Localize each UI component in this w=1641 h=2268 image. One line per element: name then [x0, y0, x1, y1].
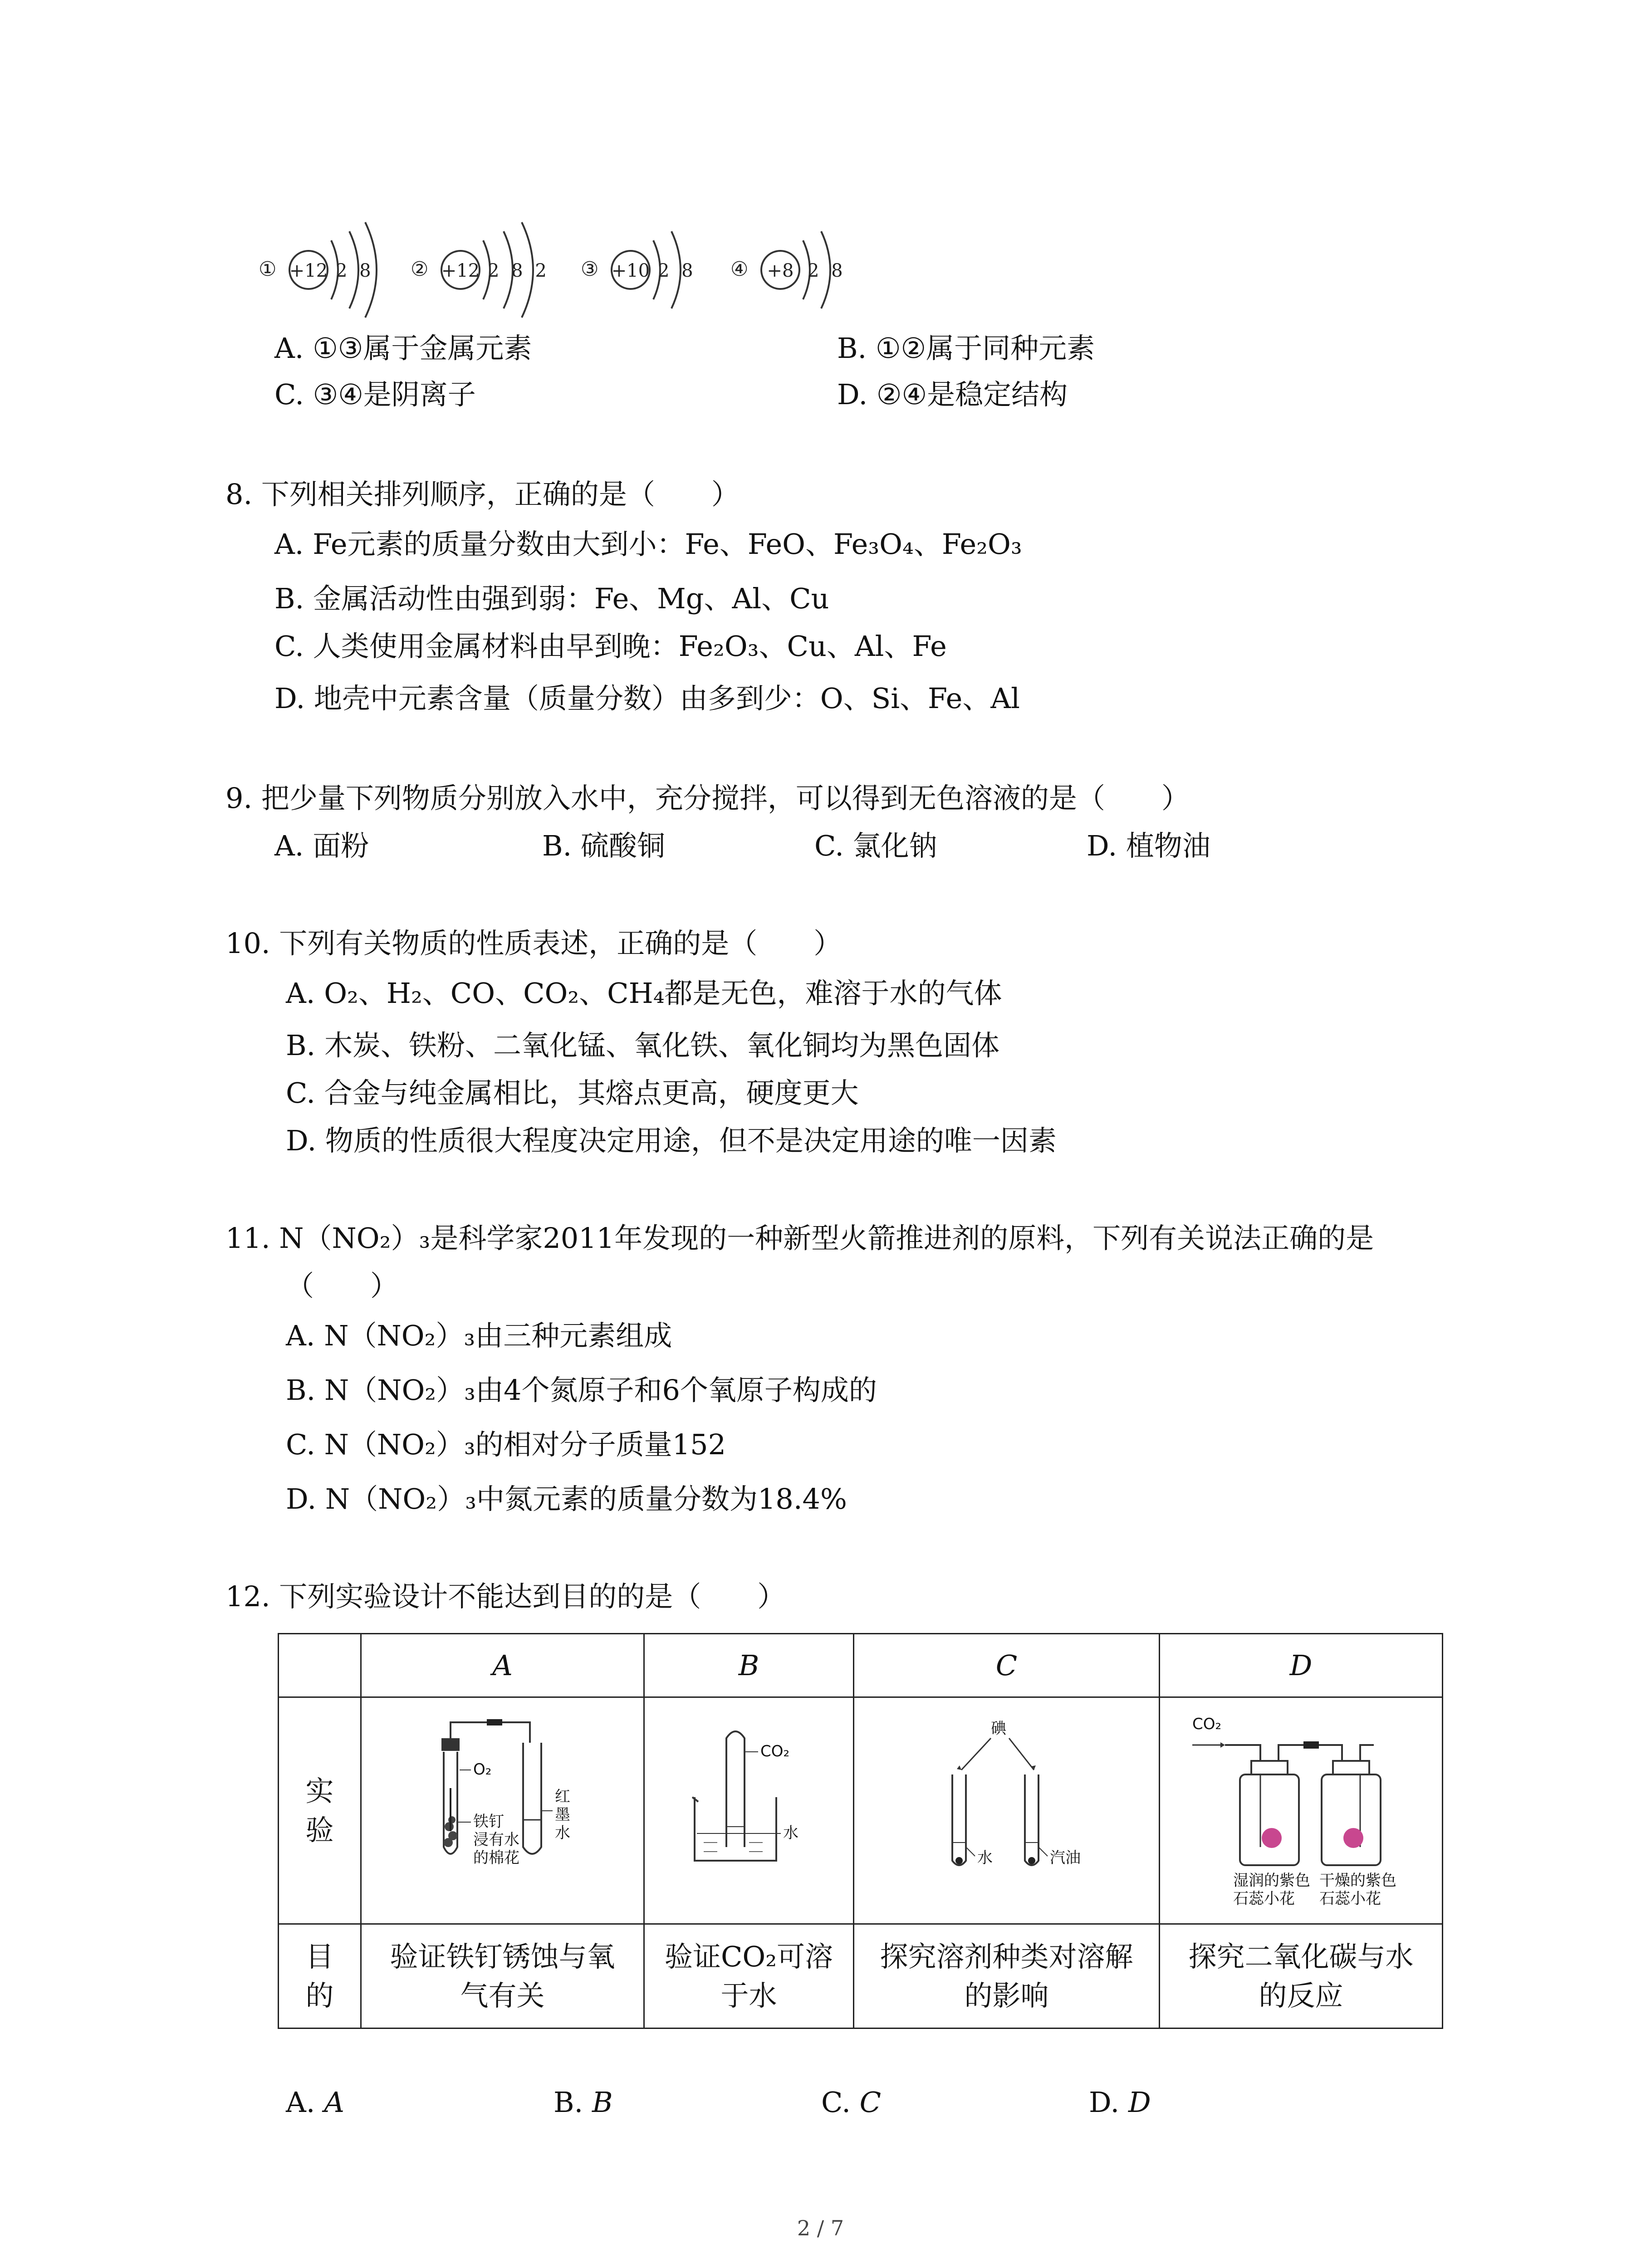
q10-option-b: B. 木炭、铁粉、二氧化锰、氧化铁、氧化铜均为黑色固体	[286, 1029, 999, 1062]
figure-a-rusting-apparatus	[407, 1711, 598, 1911]
figure-a-nail-label-1: 铁钉	[473, 1812, 504, 1831]
atom-diagram-4	[730, 213, 867, 333]
option-letter: D.	[1089, 2086, 1120, 2119]
figure-a-nail-label-3: 的棉花	[473, 1848, 519, 1867]
atom-number: ①	[259, 258, 277, 281]
purpose-b-line-2: 于水	[720, 1979, 777, 2012]
figure-c-gasoline-label: 汽油	[1049, 1848, 1081, 1867]
atom-shells: 2 8	[658, 260, 693, 281]
option-letter: A.	[286, 2086, 315, 2119]
q9-option-a: A. 面粉	[274, 829, 369, 862]
atom-nucleus: +12	[441, 260, 480, 281]
q11-option-a: A. N（NO₂）₃由三种元素组成	[286, 1319, 672, 1352]
row-label-purpose	[279, 1924, 361, 2028]
q8-stem: 8. 下列相关排列顺序，正确的是（ ）	[225, 478, 740, 511]
purpose-c-line-2: 的影响	[964, 1979, 1049, 2012]
option-value: B	[592, 2086, 613, 2119]
figure-a-ink-label-3: 水	[554, 1823, 570, 1842]
q10-option-d: D. 物质的性质很大程度决定用途，但不是决定用途的唯一因素	[286, 1124, 1057, 1157]
atom-number: ④	[730, 258, 749, 281]
q12-option-d	[1089, 2084, 1151, 2121]
q9-option-b: B. 硫酸铜	[542, 829, 665, 862]
figure-c-iodine-label: 碘	[990, 1719, 1006, 1738]
q9-option-d: D. 植物油	[1087, 829, 1210, 862]
atom-shells: 2 8	[808, 260, 843, 281]
atom-number: ②	[411, 258, 429, 281]
q8-option-b: B. 金属活动性由强到弱：Fe、Mg、Al、Cu	[274, 582, 829, 615]
q11-stem-continued: （ ）	[286, 1269, 399, 1302]
figure-a-ink-label-1: 红	[554, 1787, 570, 1806]
figure-d-dry-label-1: 干燥的紫色	[1319, 1871, 1396, 1890]
option-letter: B.	[554, 2086, 583, 2119]
atom-number: ③	[581, 258, 599, 281]
table-experiment-row	[279, 1697, 1443, 1924]
option-value: A	[324, 2086, 344, 2119]
q11-option-b: B. N（NO₂）₃由4个氮原子和6个氧原子构成的	[286, 1374, 877, 1407]
q9-stem: 9. 把少量下列物质分别放入水中，充分搅拌，可以得到无色溶液的是（ ）	[225, 782, 1190, 815]
purpose-c-line-1: 探究溶剂种类对溶解	[880, 1940, 1133, 1973]
purpose-a	[361, 1924, 644, 2028]
q7-option-c: C. ③④是阴离子	[274, 378, 476, 411]
purpose-d-line-1: 探究二氧化碳与水	[1188, 1940, 1414, 1973]
q8-option-c: C. 人类使用金属材料由早到晚：Fe₂O₃、Cu、Al、Fe	[274, 630, 947, 663]
row-label-experiment	[279, 1697, 361, 1924]
q7-option-b: B. ①②属于同种元素	[837, 332, 1095, 365]
figure-b-co2-label: CO₂	[760, 1742, 789, 1760]
purpose-b	[644, 1924, 854, 2028]
figure-d-co2-label: CO₂	[1192, 1715, 1221, 1733]
figure-a-ink-label-2: 墨	[554, 1805, 570, 1824]
figure-d-cell	[1160, 1697, 1443, 1924]
q9-option-c: C. 氯化钠	[814, 829, 937, 862]
purpose-b-line-1: 验证CO₂可溶	[664, 1940, 833, 1973]
figure-b-co2-tube	[672, 1711, 826, 1911]
q12-option-c	[821, 2084, 881, 2121]
q12-option-a	[286, 2084, 344, 2121]
figure-c-cell	[854, 1697, 1160, 1924]
atom-shells: 2 8 2	[488, 260, 547, 281]
page-number: 2 / 7	[797, 2216, 844, 2240]
q11-option-d: D. N（NO₂）₃中氮元素的质量分数为18.4%	[286, 1482, 847, 1515]
atom-diagram-2	[411, 213, 560, 333]
table-header-row	[279, 1634, 1443, 1697]
purpose-a-line-1: 验证铁钉锈蚀与氧	[390, 1940, 615, 1973]
atom-shells: 2 8	[336, 260, 371, 281]
atom-nucleus: +12	[289, 260, 328, 281]
figure-c-water-label: 水	[977, 1848, 993, 1867]
atom-diagram-3	[581, 213, 717, 333]
header-b: B	[644, 1634, 854, 1697]
figure-d-litmus-bottles	[1183, 1711, 1419, 1911]
q10-stem: 10. 下列有关物质的性质表述，正确的是（ ）	[225, 927, 842, 960]
row-label-line-2: 的	[305, 1979, 334, 2012]
purpose-d	[1160, 1924, 1443, 2028]
figure-d-wet-label-1: 湿润的紫色	[1233, 1871, 1310, 1890]
atom-nucleus: +8	[767, 260, 794, 281]
q12-option-b	[554, 2084, 613, 2121]
header-a: A	[361, 1634, 644, 1697]
q11-stem: 11. N（NO₂）₃是科学家2011年发现的一种新型火箭推进剂的原料，下列有关说法正确的是	[225, 1222, 1374, 1255]
q11-option-c: C. N（NO₂）₃的相对分子质量152	[286, 1428, 726, 1461]
q7-option-a: A. ①③属于金属元素	[274, 332, 532, 365]
atom-diagram-1	[259, 213, 395, 333]
header-c: C	[854, 1634, 1160, 1697]
header-d: D	[1160, 1634, 1443, 1697]
figure-a-o2-label: O₂	[473, 1760, 491, 1779]
figure-d-wet-label-2: 石蕊小花	[1233, 1889, 1295, 1908]
option-value: D	[1128, 2086, 1151, 2119]
row-label-line-1: 目	[305, 1940, 334, 1973]
purpose-d-line-2: 的反应	[1259, 1979, 1343, 2012]
figure-c-iodine-tubes	[911, 1711, 1102, 1911]
q8-option-a: A. Fe元素的质量分数由大到小：Fe、FeO、Fe₃O₄、Fe₂O₃	[274, 528, 1022, 561]
purpose-a-line-2: 气有关	[460, 1979, 545, 2012]
row-label-line-2: 验	[305, 1813, 334, 1847]
figure-a-cell	[361, 1697, 644, 1924]
figure-b-cell	[644, 1697, 854, 1924]
option-value: C	[859, 2086, 882, 2119]
figure-d-dry-label-2: 石蕊小花	[1319, 1889, 1381, 1908]
q12-stem: 12. 下列实验设计不能达到目的的是（ ）	[225, 1580, 786, 1613]
figure-b-water-label: 水	[783, 1823, 798, 1842]
q10-option-c: C. 合金与纯金属相比，其熔点更高，硬度更大	[286, 1076, 859, 1110]
figure-a-nail-label-2: 浸有水	[473, 1830, 519, 1849]
row-label-line-1: 实	[305, 1774, 334, 1808]
table-purpose-row	[279, 1924, 1443, 2028]
q10-option-a: A. O₂、H₂、CO、CO₂、CH₄都是无色，难溶于水的气体	[286, 977, 1002, 1010]
q7-option-d: D. ②④是稳定结构	[837, 378, 1068, 411]
q12-experiment-table	[278, 1633, 1443, 2029]
purpose-c	[854, 1924, 1160, 2028]
atom-nucleus: +10	[611, 260, 650, 281]
option-letter: C.	[821, 2086, 851, 2119]
header-empty-cell	[279, 1634, 361, 1697]
q8-option-d: D. 地壳中元素含量（质量分数）由多到少：O、Si、Fe、Al	[274, 682, 1020, 715]
